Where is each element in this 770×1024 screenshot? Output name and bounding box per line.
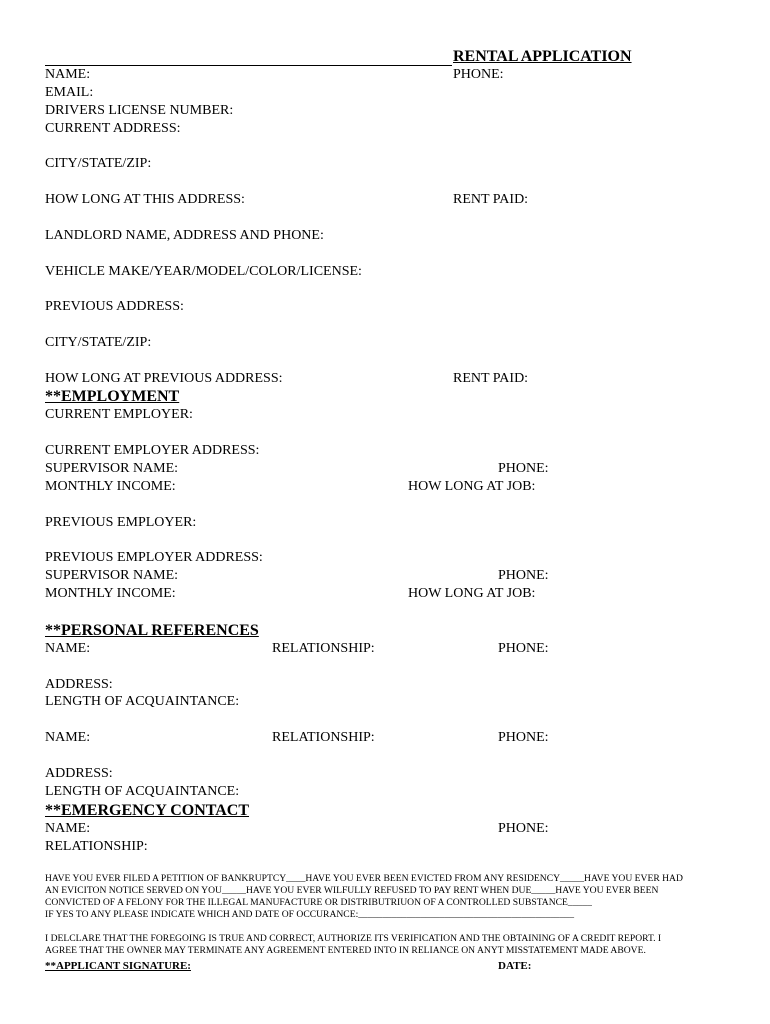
emergency-relationship-label: RELATIONSHIP:	[45, 839, 148, 854]
ref1-relationship-label: RELATIONSHIP:	[272, 641, 375, 656]
license-label: DRIVERS LICENSE NUMBER:	[45, 103, 234, 118]
emergency-name-label: NAME:	[45, 821, 91, 836]
prev-employer-phone-label: PHONE:	[498, 568, 549, 583]
prev-supervisor-label: SUPERVISOR NAME:	[45, 568, 179, 583]
ref2-length-label: LENGTH OF ACQUAINTANCE:	[45, 784, 240, 799]
question-line: HAVE YOU EVER FILED A PETITION OF BANKRUPTCY____HAVE YOU EVER BEEN EVICTED FROM ANY RESIDENCY_____HAVE YOU EVER HAD	[45, 873, 683, 884]
declaration-line: I DELCLARE THAT THE FOREGOING IS TRUE AND CORRECT, AUTHORIZE ITS VERIFICATION AND THE OBTAINING OF A CREDIT REPORT. I	[45, 933, 662, 944]
question-line: AN EVICITON NOTICE SERVED ON YOU_____HAVE YOU EVER WILFULLY REFUSED TO PAY RENT WHEN DUE_____HAVE YOU EVER BEEN	[45, 885, 659, 896]
questions-block	[45, 873, 683, 921]
emergency-heading: **EMERGENCY CONTACT	[45, 802, 250, 819]
prev-rent-paid-label: RENT PAID:	[453, 371, 529, 386]
name-label: NAME:	[45, 67, 91, 82]
emergency-phone-label: PHONE:	[498, 821, 549, 836]
declaration-block	[45, 933, 661, 957]
how-long-label: HOW LONG AT THIS ADDRESS:	[45, 192, 245, 207]
current-employer-label: CURRENT EMPLOYER:	[45, 407, 193, 422]
question-line: CONVICTED OF A FELONY FOR THE ILLEGAL MANUFACTURE OR DISTRIBUTRIUON OF A CONTROLLED SUBSTANCE_____	[45, 897, 592, 908]
how-long-previous-label: HOW LONG AT PREVIOUS ADDRESS:	[45, 371, 283, 386]
phone-label: PHONE:	[453, 67, 504, 82]
ref2-address-label: ADDRESS:	[45, 766, 113, 781]
prev-monthly-income-label: MONTHLY INCOME:	[45, 586, 176, 601]
date-label: DATE:	[498, 960, 532, 972]
supervisor-label: SUPERVISOR NAME:	[45, 461, 179, 476]
question-line: IF YES TO ANY PLEASE INDICATE WHICH AND DATE OF OCCURANCE:_____________________________________________	[45, 909, 575, 920]
current-employer-address-label: CURRENT EMPLOYER ADDRESS:	[45, 443, 260, 458]
ref1-address-label: ADDRESS:	[45, 677, 113, 692]
previous-employer-address-label: PREVIOUS EMPLOYER ADDRESS:	[45, 550, 263, 565]
previous-address-label: PREVIOUS ADDRESS:	[45, 299, 184, 314]
landlord-label: LANDLORD NAME, ADDRESS AND PHONE:	[45, 228, 324, 243]
prev-how-long-job-label: HOW LONG AT JOB:	[408, 586, 536, 601]
top-rule	[45, 65, 452, 66]
employment-heading: **EMPLOYMENT	[45, 388, 180, 405]
signature-label: **APPLICANT SIGNATURE:	[45, 960, 191, 972]
previous-employer-label: PREVIOUS EMPLOYER:	[45, 515, 197, 530]
rent-paid-label: RENT PAID:	[453, 192, 529, 207]
ref2-relationship-label: RELATIONSHIP:	[272, 730, 375, 745]
references-heading: **PERSONAL REFERENCES	[45, 622, 259, 639]
how-long-job-label: HOW LONG AT JOB:	[408, 479, 536, 494]
ref1-length-label: LENGTH OF ACQUAINTANCE:	[45, 694, 240, 709]
vehicle-label: VEHICLE MAKE/YEAR/MODEL/COLOR/LICENSE:	[45, 264, 362, 279]
prev-city-state-zip-label: CITY/STATE/ZIP:	[45, 335, 152, 350]
employer-phone-label: PHONE:	[498, 461, 549, 476]
page-title: RENTAL APPLICATION	[453, 48, 632, 65]
current-address-label: CURRENT ADDRESS:	[45, 121, 181, 136]
ref2-phone-label: PHONE:	[498, 730, 549, 745]
city-state-zip-label: CITY/STATE/ZIP:	[45, 156, 152, 171]
ref1-name-label: NAME:	[45, 641, 91, 656]
ref2-name-label: NAME:	[45, 730, 91, 745]
ref1-phone-label: PHONE:	[498, 641, 549, 656]
declaration-line: AGREE THAT THE OWNER MAY TERMINATE ANY AGREEMENT ENTERED INTO IN RELIANCE ON ANYT MISSTATEMENT MADE ABOVE.	[45, 945, 646, 956]
email-label: EMAIL:	[45, 85, 94, 100]
monthly-income-label: MONTHLY INCOME:	[45, 479, 176, 494]
